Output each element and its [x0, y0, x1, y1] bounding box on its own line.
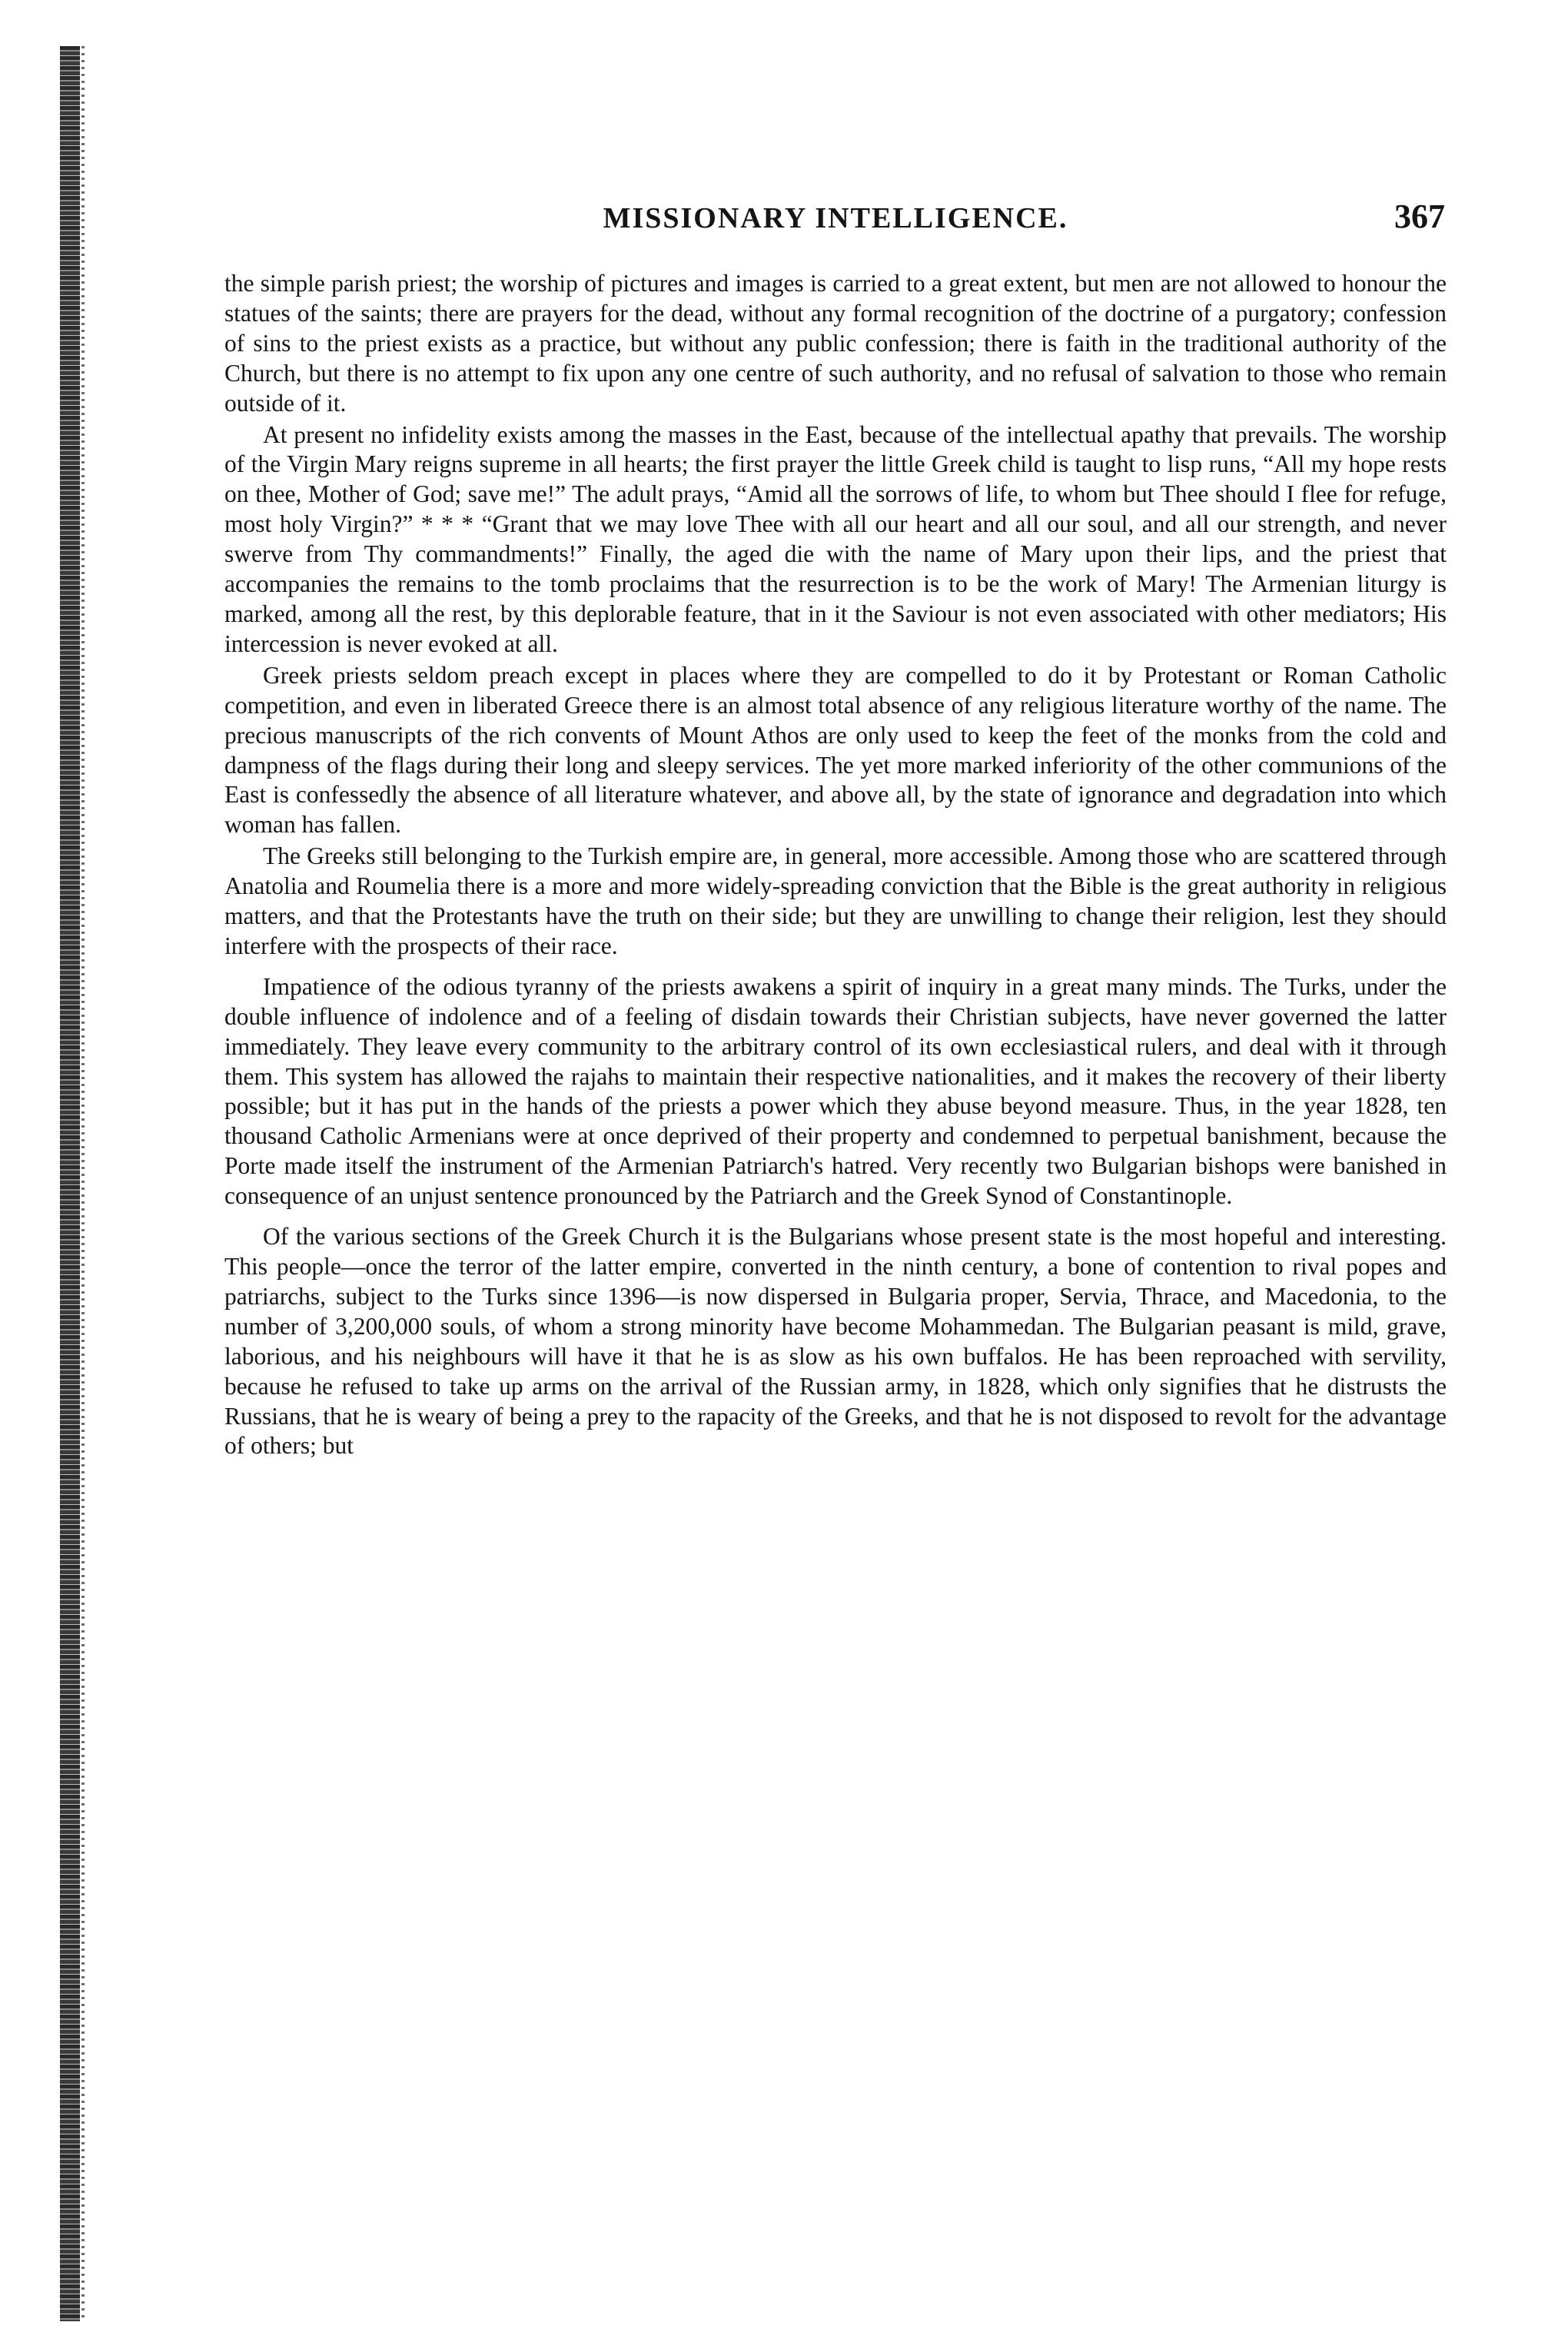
page-header: [224, 198, 1447, 255]
paragraph-4: The Greeks still belonging to the Turkish empire are, in general, more accessible. Among those who are scattered through Anatolia and Roumelia there is a more and more widely-spreading conviction that the Bible is the great authority in religious matters, and that the Protestants have the truth on their side; but they are unwilling to change their religion, lest they should interfere with the prospects of their race.: [224, 842, 1447, 959]
book-page: [224, 198, 1447, 1463]
running-title: MISSIONARY INTELLIGENCE.: [603, 202, 1068, 234]
paragraph-2: At present no infidelity exists among the masses in the East, because of the intellectual apathy that prevails. The worship of the Virgin Mary reigns supreme in all hearts; the first prayer the little Greek child is taught to lisp runs, “All my hope rests on thee, Mother of God; save me!” The adult prays, “Amid all the sorrows of life, to whom but Thee should I flee for refuge, most holy Virgin?” * * * “Grant that we may love Thee with all our heart and all our soul, and all our strength, and never swerve from Thy commandments!” Finally, the aged die with the name of Mary upon their lips, and the priest that accompanies the remains to the tomb proclaims that the resurrection is to be the work of Mary! The Armenian liturgy is marked, among all the rest, by this deplorable feature, that in it the Saviour is not even associated with other mediators; His intercession is never evoked at all.: [224, 420, 1447, 657]
binding-gutter-edge: [81, 46, 85, 2321]
paragraph-1: the simple parish priest; the worship of pictures and images is carried to a great extent, but men are not allowed to honour the statues of the saints; there are prayers for the dead, without any formal recognition of the doctrine of a purgatory; confession of sins to the priest exists as a practice, but without any public confession; there is faith in the traditional authority of the Church, but there is no attempt to fix upon any one centre of such authority, and no refusal of salvation to those who remain outside of it.: [224, 270, 1447, 417]
binding-gutter: [60, 46, 80, 2321]
body-text: [224, 269, 1447, 1461]
page-number: 367: [1394, 198, 1445, 235]
paragraph-3: Greek priests seldom preach except in places where they are compelled to do it by Protestant or Roman Catholic competition, and even in liberated Greece there is an almost total absence of any religious literature worthy of the name. The precious manuscripts of the rich convents of Mount Athos are only used to keep the feet of the monks from the cold and dampness of the flags during their long and sleepy services. The yet more marked inferiority of the other communions of the East is confessedly the absence of all literature whatever, and above all, by the state of ignorance and degradation into which woman has fallen.: [224, 661, 1447, 839]
paragraph-6: Of the various sections of the Greek Church it is the Bulgarians whose present state is the most hopeful and interesting. This people—once the terror of the latter empire, converted in the ninth century, a bone of contention to rival popes and patriarchs, subject to the Turks since 1396—is now dispersed in Bulgaria proper, Servia, Thrace, and Macedonia, to the number of 3,200,000 souls, of whom a strong minority have become Mohammedan. The Bulgarian peasant is mild, grave, laborious, and his neighbours will have it that he is as slow as his own buffalos. He has been reproached with servility, because he refused to take up arms on the arrival of the Russian army, in 1828, which only signifies that he distrusts the Russians, that he is weary of being a prey to the rapacity of the Greeks, and that he is not disposed to revolt for the advantage of others; but: [224, 1223, 1447, 1460]
paragraph-5: Impatience of the odious tyranny of the priests awakens a spirit of inquiry in a great many minds. The Turks, under the double influence of indolence and of a feeling of disdain towards their Christian subjects, have never governed the latter immediately. They leave every community to the arbitrary control of its own ecclesiastical rulers, and deal with it through them. This system has allowed the rajahs to maintain their respective nationalities, and it makes the recovery of their liberty possible; but it has put in the hands of the priests a power which they abuse beyond measure. Thus, in the year 1828, ten thousand Catholic Armenians were at once deprived of their property and condemned to perpetual banishment, because the Porte made itself the instrument of the Armenian Patriarch's hatred. Very recently two Bulgarian bishops were banished in consequence of an unjust sentence pronounced by the Patriarch and the Greek Synod of Constantinople.: [224, 972, 1447, 1210]
